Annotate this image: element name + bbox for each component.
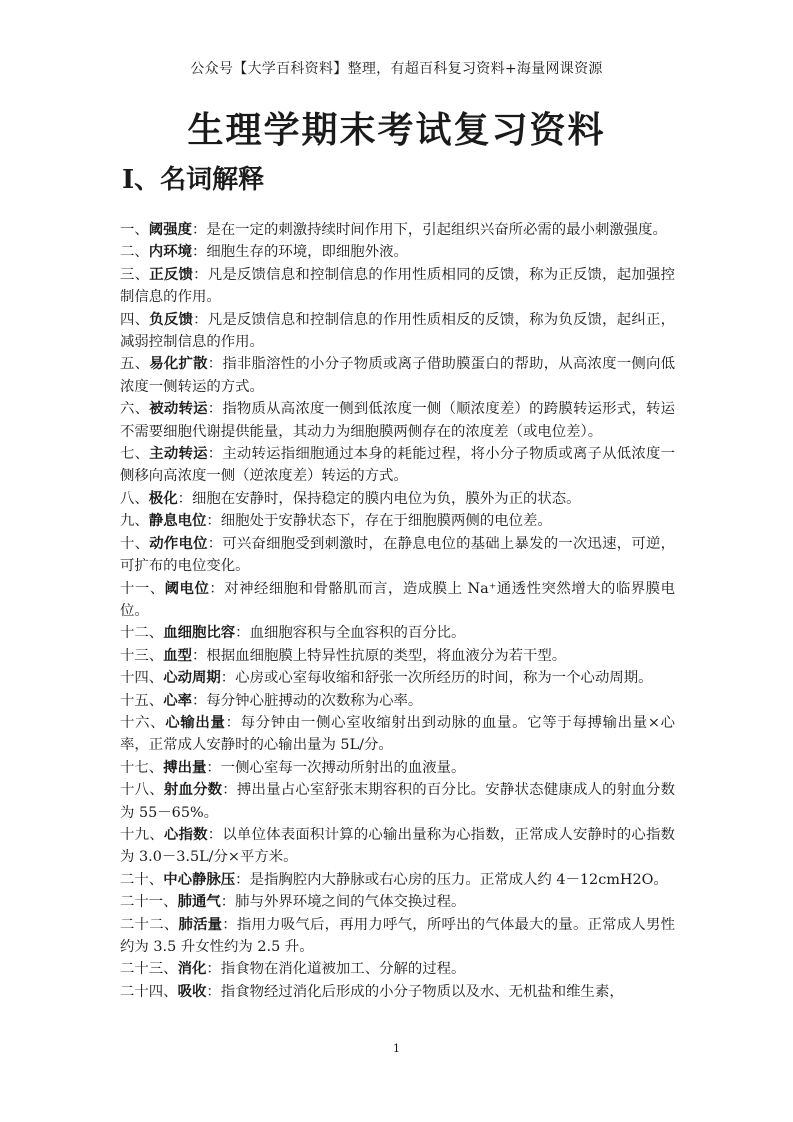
entry-term: 射血分数 [163, 781, 223, 799]
entry-term: 正反馈 [149, 265, 194, 283]
glossary-entry [120, 869, 675, 891]
entry-number: 十九、 [120, 826, 164, 843]
entry-term: 负反馈 [149, 310, 194, 328]
page-header: 公众号【大学百科资料】整理，有超百科复习资料+海量网课资源 [190, 61, 603, 77]
entry-number: 二十、 [120, 871, 164, 888]
entry-separator: ： [235, 625, 250, 642]
entry-number: 十、 [120, 535, 150, 552]
entry-separator: ： [207, 356, 223, 373]
entry-definition: 指非脂溶性的小分子物质或离子借助膜蛋白的帮助，从高浓度一侧向低浓度一侧转运的方式。 [120, 356, 675, 395]
entry-term: 吸收 [177, 982, 207, 1000]
glossary-entry [120, 891, 675, 913]
glossary-entry [120, 241, 675, 263]
entry-separator: ： [207, 535, 223, 552]
entry-separator: ： [193, 311, 208, 328]
entry-term: 血型 [163, 646, 192, 664]
entry-term: 主动转运 [149, 445, 208, 463]
entry-separator: ： [191, 222, 207, 238]
entry-number: 十一、 [120, 580, 165, 597]
entry-number: 五、 [120, 356, 150, 373]
section-heading: Ⅰ、名词解释 [122, 165, 265, 195]
entry-definition: 指物质从高浓度一侧到低浓度一侧（顺浓度差）的跨膜转运形式，转运不需要细胞代谢提供能量，其动力为细胞膜两侧存在的浓度差（或电位差）。 [120, 401, 675, 440]
glossary-entry [120, 645, 675, 667]
entry-separator: ： [207, 401, 223, 418]
glossary-entry [120, 510, 675, 532]
entry-number: 十三、 [120, 647, 164, 664]
entry-term: 肺活量 [178, 915, 223, 933]
glossary-entry [120, 690, 675, 712]
entry-definition: 一侧心室每一次搏动所射出的血液量。 [220, 759, 466, 776]
entry-separator: ： [206, 961, 221, 978]
entry-term: 心输出量 [165, 713, 226, 731]
glossary-entry [120, 578, 675, 623]
entry-number: 二、 [120, 244, 149, 261]
glossary-entry [120, 533, 675, 578]
entry-definition: 细胞处于安静状态下，存在于细胞膜两侧的电位差。 [220, 513, 552, 530]
entry-term: 静息电位 [148, 512, 207, 530]
entry-definition: 是在一定的刺激持续时间作用下，引起组织兴奋所必需的最小刺激强度。 [206, 222, 667, 238]
glossary-entry [120, 958, 675, 980]
entry-separator: ： [222, 782, 237, 799]
entry-separator: ： [225, 714, 241, 731]
entry-separator: ： [206, 513, 221, 530]
glossary-entry [120, 712, 675, 757]
glossary-entry [120, 353, 675, 398]
entry-number: 四、 [120, 311, 150, 328]
glossary-entry [120, 757, 675, 779]
document-title: 生理学期末考试复习资料 [187, 109, 606, 151]
entry-definition: 每分钟心脏搏动的次数称为心率。 [206, 692, 423, 709]
entry-term: 阈强度 [148, 221, 192, 238]
entry-definition: 细胞在安静时，保持稳定的膜内电位为负，膜外为正的状态。 [192, 490, 581, 507]
glossary-list [120, 219, 675, 1003]
glossary-entry [120, 309, 675, 354]
entry-definition: 根据血细胞膜上特异性抗原的类型，将血液分为若干型。 [206, 647, 567, 664]
entry-number: 六、 [120, 401, 150, 418]
glossary-entry [120, 914, 675, 959]
entry-definition: 指食物经过消化后形成的小分子物质以及水、无机盐和维生素， [220, 983, 624, 1000]
entry-separator: ： [193, 266, 208, 283]
entry-definition: 主动转运指细胞通过本身的耗能过程，将小分子物质或离子从低浓度一侧移向高浓度一侧（逆浓度差）转运的方式。 [120, 446, 675, 485]
entry-separator: ： [191, 244, 207, 261]
entry-definition: 指食物在消化道被加工、分解的过程。 [220, 961, 466, 978]
entry-separator: ： [222, 916, 237, 933]
entry-term: 消化 [177, 960, 207, 978]
entry-separator: ： [191, 647, 207, 664]
glossary-entry [120, 264, 675, 309]
entry-number: 三、 [120, 266, 150, 283]
entry-term: 中心静脉压 [163, 870, 236, 888]
entry-definition: 血细胞容积与全血容积的百分比。 [249, 625, 466, 642]
entry-term: 心率 [163, 691, 192, 709]
entry-number: 十八、 [120, 782, 164, 799]
entry-number: 一、 [120, 222, 149, 238]
entry-number: 十二、 [120, 625, 164, 642]
entry-term: 血细胞比容 [163, 624, 236, 642]
entry-number: 九、 [120, 513, 149, 530]
glossary-entry [120, 622, 675, 644]
entry-definition: 每分钟由一侧心室收缩射出到动脉的血量。它等于每搏输出量×心率，正常成人安静时的心输出量为 5L/分。 [120, 714, 675, 754]
glossary-entry [120, 981, 675, 1003]
entry-number: 二十一、 [120, 894, 178, 911]
entry-definition: 凡是反馈信息和控制信息的作用性质相同的反馈，称为正反馈，起加强控制信息的作用。 [120, 266, 675, 306]
entry-definition: 是指胸腔内大静脉或右心房的压力。正常成人约 4－12cmH2O。 [249, 871, 668, 888]
entry-separator: ： [207, 446, 223, 463]
entry-number: 十四、 [120, 670, 164, 687]
entry-definition: 以单位体表面积计算的心输出量称为心指数，正常成人安静时的心指数为 3.0－3.5L/分×平方米。 [120, 826, 675, 866]
entry-separator: ： [220, 670, 236, 687]
glossary-entry [120, 398, 675, 443]
entry-number: 二十二、 [120, 916, 179, 933]
entry-definition: 细胞生存的环境，即细胞外液。 [206, 244, 408, 261]
entry-definition: 肺与外界环境之间的气体交换过程。 [235, 894, 466, 911]
entry-term: 搏出量 [163, 758, 207, 776]
entry-separator: ： [177, 490, 192, 507]
entry-definition: 可兴奋细胞受到刺激时，在静息电位的基础上暴发的一次迅速，可逆，可扩布的电位变化。 [120, 535, 675, 575]
entry-number: 十六、 [120, 714, 166, 731]
entry-number: 七、 [120, 446, 150, 463]
entry-separator: ： [235, 871, 250, 888]
glossary-entry [120, 443, 675, 488]
entry-term: 极化 [148, 489, 178, 507]
entry-separator: ： [207, 826, 223, 843]
entry-term: 内环境 [148, 243, 192, 261]
entry-definition: 搏出量占心室舒张末期容积的百分比。安静状态健康成人的射血分数为 55－65%。 [120, 782, 675, 821]
entry-term: 心指数 [163, 825, 208, 843]
entry-number: 二十四、 [120, 983, 178, 1000]
entry-definition: 心房或心室每收缩和舒张一次所经历的时间，称为一个心动周期。 [235, 670, 653, 687]
entry-definition: 指用力吸气后，再用力呼气，所呼出的气体最大的量。正常成人男性约为 3.5 升女性约为 2.5 升。 [120, 916, 675, 955]
entry-definition: 凡是反馈信息和控制信息的作用性质相反的反馈，称为负反馈，起纠正，减弱控制信息的作用。 [120, 311, 675, 351]
glossary-entry [120, 488, 675, 510]
entry-term: 动作电位 [149, 534, 208, 552]
entry-number: 八、 [120, 490, 149, 507]
glossary-entry [120, 667, 675, 689]
entry-term: 易化扩散 [149, 355, 208, 373]
entry-separator: ： [191, 692, 207, 709]
entry-separator: ： [206, 759, 221, 776]
glossary-entry [120, 219, 675, 241]
entry-term: 肺通气 [177, 893, 221, 911]
entry-term: 心动周期 [163, 669, 221, 687]
entry-separator: ： [220, 894, 236, 911]
glossary-entry [120, 824, 675, 869]
glossary-entry [120, 779, 675, 824]
entry-term: 阈电位 [164, 579, 210, 597]
entry-term: 被动转运 [149, 400, 208, 418]
entry-number: 二十三、 [120, 961, 178, 978]
page-number: 1 [393, 1042, 400, 1055]
entry-number: 十五、 [120, 692, 164, 709]
entry-separator: ： [209, 580, 225, 597]
entry-number: 十七、 [120, 759, 164, 776]
entry-definition: 对神经细胞和骨骼肌而言，造成膜上 Na⁺通透性突然增大的临界膜电位。 [120, 580, 675, 619]
entry-separator: ： [206, 983, 221, 1000]
